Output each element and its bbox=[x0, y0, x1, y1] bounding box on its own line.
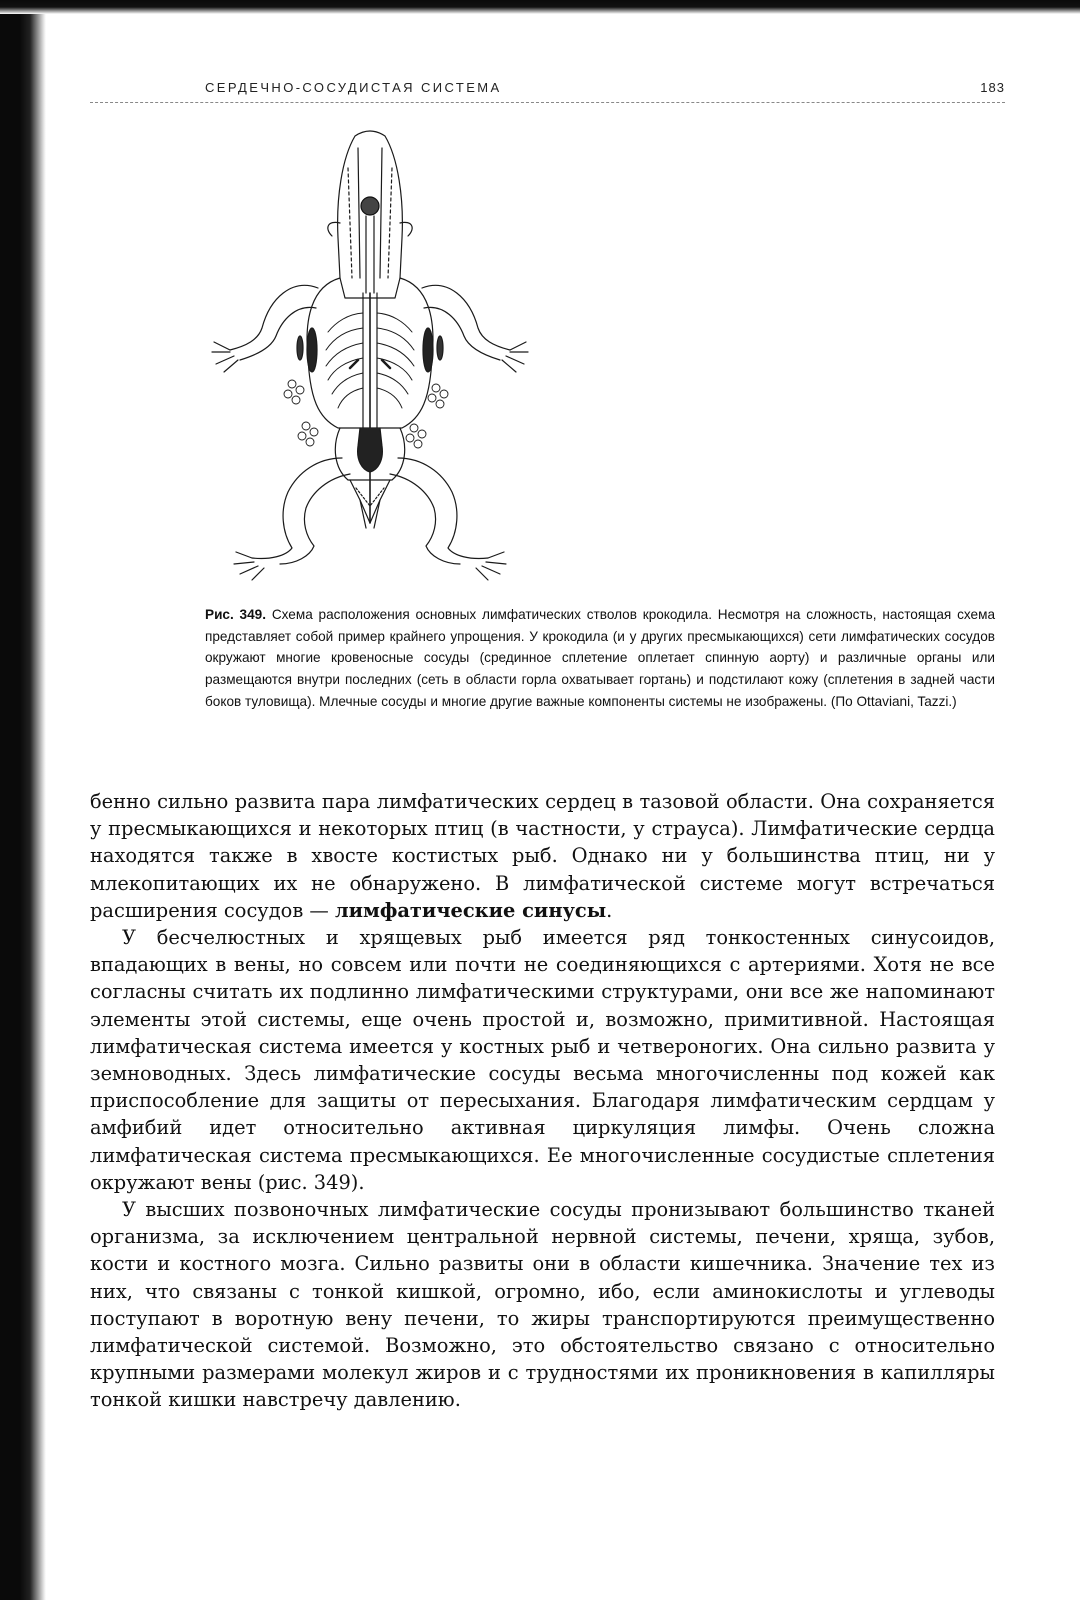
paragraph-1 bbox=[90, 788, 995, 924]
running-head bbox=[205, 80, 1005, 102]
running-head-title: СЕРДЕЧНО-СОСУДИСТАЯ СИСТЕМА bbox=[205, 80, 502, 95]
figure-caption-label: Рис. 349. bbox=[205, 607, 267, 622]
paragraph-1-end: . bbox=[606, 898, 613, 922]
figure-caption bbox=[205, 604, 995, 713]
figure-crocodile-diagram bbox=[200, 128, 540, 590]
header-rule bbox=[90, 102, 1005, 103]
term-lymphatic-sinuses: лимфатические синусы bbox=[334, 898, 607, 922]
body-text bbox=[90, 788, 995, 1414]
crocodile-lymphatic-diagram-icon bbox=[200, 128, 540, 590]
paragraph-3: У высших позвоночных лимфатические сосуды пронизывают большинство тканей организма, за исключением центральной нервной системы, печени, хряща, зубов, кости и костного мозга. Сильно развиты они в области кишечника. Значение тех из них, что связаны с тонкой кишкой, огромно, ибо, если аминокислоты и углеводы поступают в воротную вену печени, то жиры транспортируются преимущественно лимфатической системой. Возможно, это обстоятельство связано с относительно крупными размерами молекул жиров и с трудностями их проникновения в капилляры тонкой кишки навстречу давлению. bbox=[90, 1198, 995, 1412]
page-number: 183 bbox=[980, 80, 1005, 95]
figure-caption-text: Схема расположения основных лимфатических стволов крокодила. Несмотря на сложность, настоящая схема представляет собой пример крайнего упрощения. У крокодила (и у других пресмыкающихся) сети лимфатических сосудов окружают многие кровеносные сосуды (срединное сплетение оплетает спинную аорту) и различные органы или размещаются внутри последних (сеть в области горла охватывает гортань) и подстилают кожу (сплетения в задней части боков туловища). Млечные сосуды и многие другие важные компоненты системы не изображены. (По Ottaviani, Tazzi.) bbox=[205, 607, 996, 709]
paragraph-2: У бесчелюстных и хрящевых рыб имеется ряд тонкостенных синусоидов, впадающих в вены, но совсем или почти не соединяющихся с артериями. Хотя не все согласны считать их подлинно лимфатическими структурами, они все же напоминают элементы этой системы, еще очень простой и, возможно, примитивной. Настоящая лимфатическая система имеется у костных рыб и четвероногих. Она сильно развита у земноводных. Здесь лимфатические сосуды весьма многочисленны под кожей как приспособление для защиты от пересыхания. Благодаря лимфатическим сердцам у амфибий идет относительно активная циркуляция лимфы. Очень сложна лимфатическая система пресмыкающихся. Ее многочисленные сосудистые сплетения окружают вены (рис. 349). bbox=[90, 926, 995, 1194]
paragraph-1-text: бенно сильно развита пара лимфатических сердец в тазовой области. Она сохраняется у пресмыкающихся и некоторых птиц (в частности, у страуса). Лимфатические сердца находятся также в хвосте костистых рыб. Однако ни у большинства птиц, ни у млекопитающих их не обнаружено. В лимфатической системе могут встречаться расширения сосудов — bbox=[90, 790, 995, 922]
scan-binding-shadow bbox=[0, 0, 46, 1600]
scan-top-edge bbox=[0, 0, 1080, 14]
